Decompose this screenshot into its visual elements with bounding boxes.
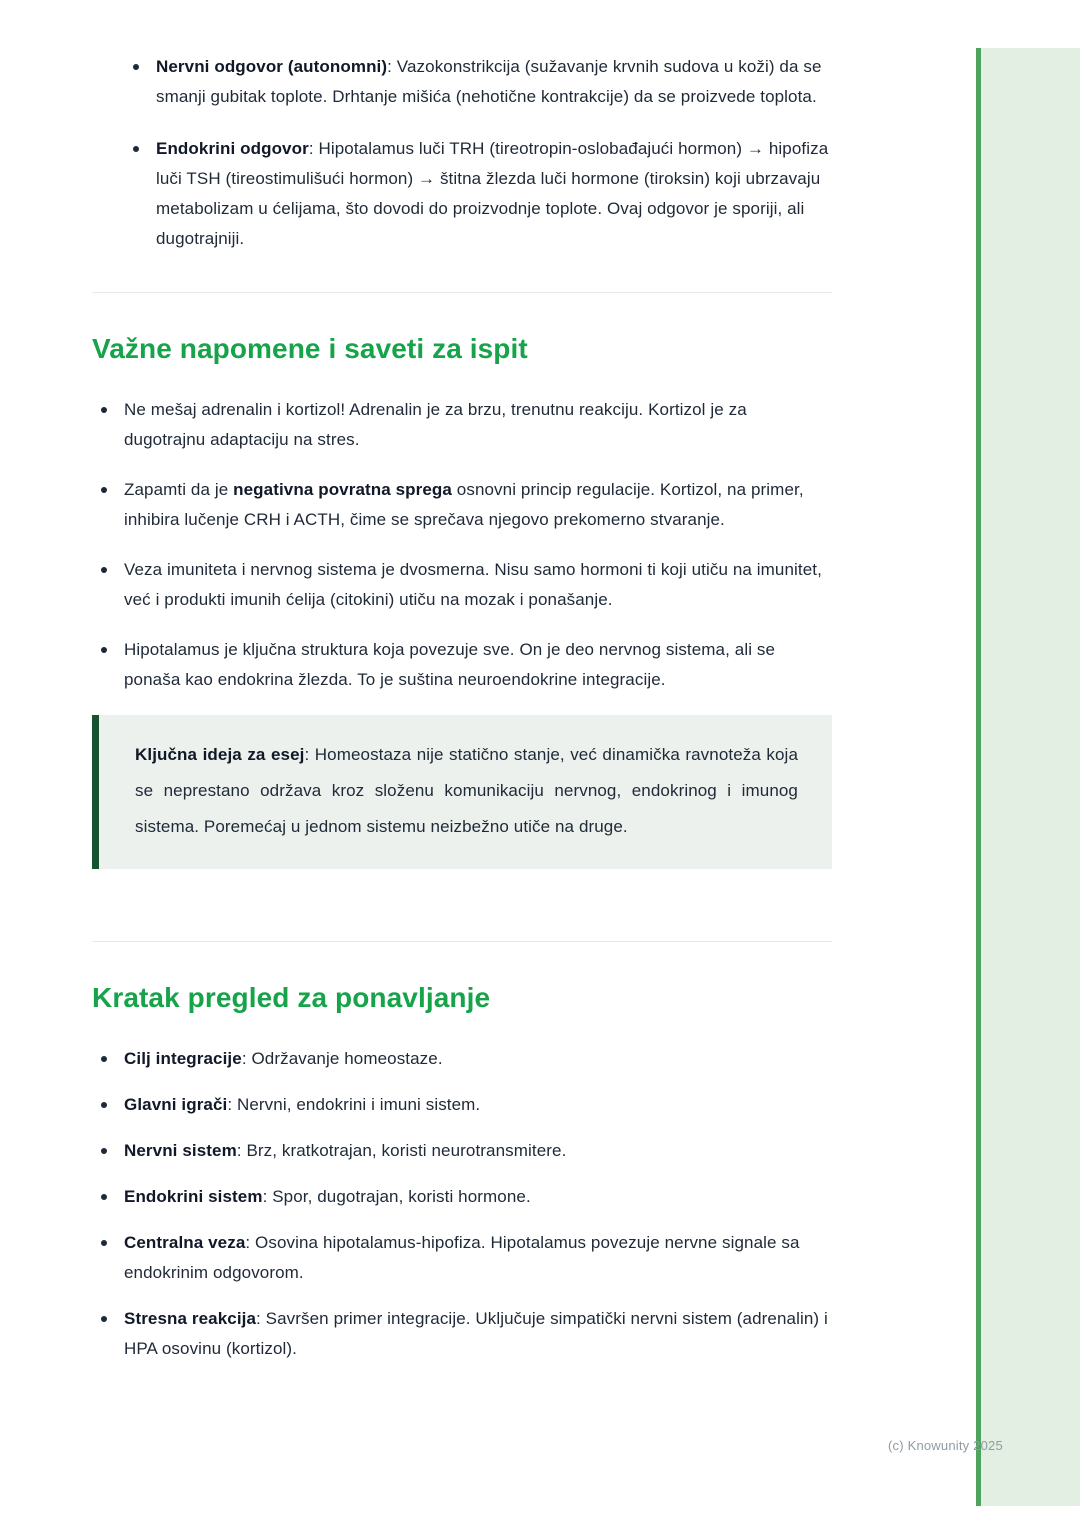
section-divider xyxy=(92,941,832,942)
list-item xyxy=(92,635,832,695)
section-heading-notes: Važne napomene i saveti za ispit xyxy=(92,333,528,364)
text-segment: : Brz, kratkotrajan, koristi neurotransmitere. xyxy=(236,1141,567,1160)
bold-text-segment: Ključna ideja za esej xyxy=(135,745,305,764)
bold-text-segment: Stresna reakcija xyxy=(124,1309,257,1328)
page-edge-strip xyxy=(976,48,1080,1506)
text-segment: osnovni princip regulacije. Kortizol, na primer, inhibira lučenje CRH i ACTH, čime se sprečava njegovo prekomerno stvaranje. xyxy=(124,480,804,529)
text-segment: : Spor, dugotrajan, koristi hormone. xyxy=(262,1187,531,1206)
text-segment: Hipotalamus je ključna struktura koja povezuje sve. On je deo nervnog sistema, ali se ponaša kao endokrina žlezda. To je suština neuroendokrine integracije. xyxy=(124,640,776,689)
key-idea-callout xyxy=(92,715,832,869)
list-item xyxy=(92,1304,832,1364)
text-segment: : Održavanje homeostaze. xyxy=(241,1049,443,1068)
text-segment: : Savršen primer integracije. Uključuje simpatički nervni sistem (adrenalin) i HPA osovinu (kortizol). xyxy=(124,1309,828,1358)
text-segment: : Vazokonstrikcija (sužavanje krvnih sudova u koži) da se smanji gubitak toplote. Drhtanje mišića (nehotične kontrakcije) da se proizvede toplota. xyxy=(156,57,822,106)
page-edge-line xyxy=(976,48,981,1506)
text-segment: : Homeostaza nije statično stanje, već dinamička ravnoteža koja se neprestano održava kroz složenu komunikaciju nervnog, endokrinog i imunog sistema. Poremećaj u jednom sistemu neizbežno utiče na druge. xyxy=(135,745,798,836)
section-divider xyxy=(92,292,832,293)
notes-bullet-list xyxy=(92,395,832,695)
text-segment: Veza imuniteta i nervnog sistema je dvosmerna. Nisu samo hormoni ti koji utiču na imunitet, već i produkti imunih ćelija (citokini) utiču na mozak i ponašanje. xyxy=(124,560,822,609)
review-bullet-list xyxy=(92,1044,832,1364)
list-item xyxy=(92,555,832,615)
text-segment: : Osovina hipotalamus-hipofiza. Hipotalamus povezuje nervne signale sa endokrinim odgovorom. xyxy=(124,1233,800,1282)
bold-text-segment: Nervni odgovor (autonomni) xyxy=(156,57,388,76)
spacer xyxy=(92,869,832,903)
bold-text-segment: Centralna veza xyxy=(124,1233,246,1252)
list-item xyxy=(92,1228,832,1288)
list-item xyxy=(92,1044,832,1074)
intro-bullet-list xyxy=(124,52,832,254)
text-segment: Ne mešaj adrenalin i kortizol! Adrenalin je za brzu, trenutnu reakciju. Kortizol je za dugotrajnu adaptaciju na stres. xyxy=(124,400,747,449)
key-idea-text xyxy=(135,737,798,845)
list-item xyxy=(124,52,832,112)
bold-text-segment: Endokrini odgovor xyxy=(156,139,309,158)
bold-text-segment: negativna povratna sprega xyxy=(233,480,452,499)
list-item xyxy=(92,1090,832,1120)
list-item xyxy=(124,134,832,254)
list-item xyxy=(92,1136,832,1166)
text-segment: : Nervni, endokrini i imuni sistem. xyxy=(227,1095,481,1114)
bold-text-segment: Nervni sistem xyxy=(124,1141,237,1160)
bold-text-segment: Glavni igrači xyxy=(124,1095,228,1114)
text-segment: Zapamti da je xyxy=(124,480,234,499)
bold-text-segment: Endokrini sistem xyxy=(124,1187,263,1206)
list-item xyxy=(92,475,832,535)
list-item xyxy=(92,1182,832,1212)
section-heading-review: Kratak pregled za ponavljanje xyxy=(92,982,491,1013)
text-segment: : Hipotalamus luči TRH (tireotropin-oslobađajući hormon) → hipofiza luči TSH (tireostimulišući hormon) → štitna žlezda luči hormone (tiroksin) koji ubrzavaju metabolizam u ćelijama, što dovodi do proizvodnje toplote. Ovaj odgovor je sporiji, ali dugotrajniji. xyxy=(156,139,829,248)
watermark: (c) Knowunity 2025 xyxy=(888,1438,1003,1453)
list-item xyxy=(92,395,832,455)
bold-text-segment: Cilj integracije xyxy=(124,1049,242,1068)
